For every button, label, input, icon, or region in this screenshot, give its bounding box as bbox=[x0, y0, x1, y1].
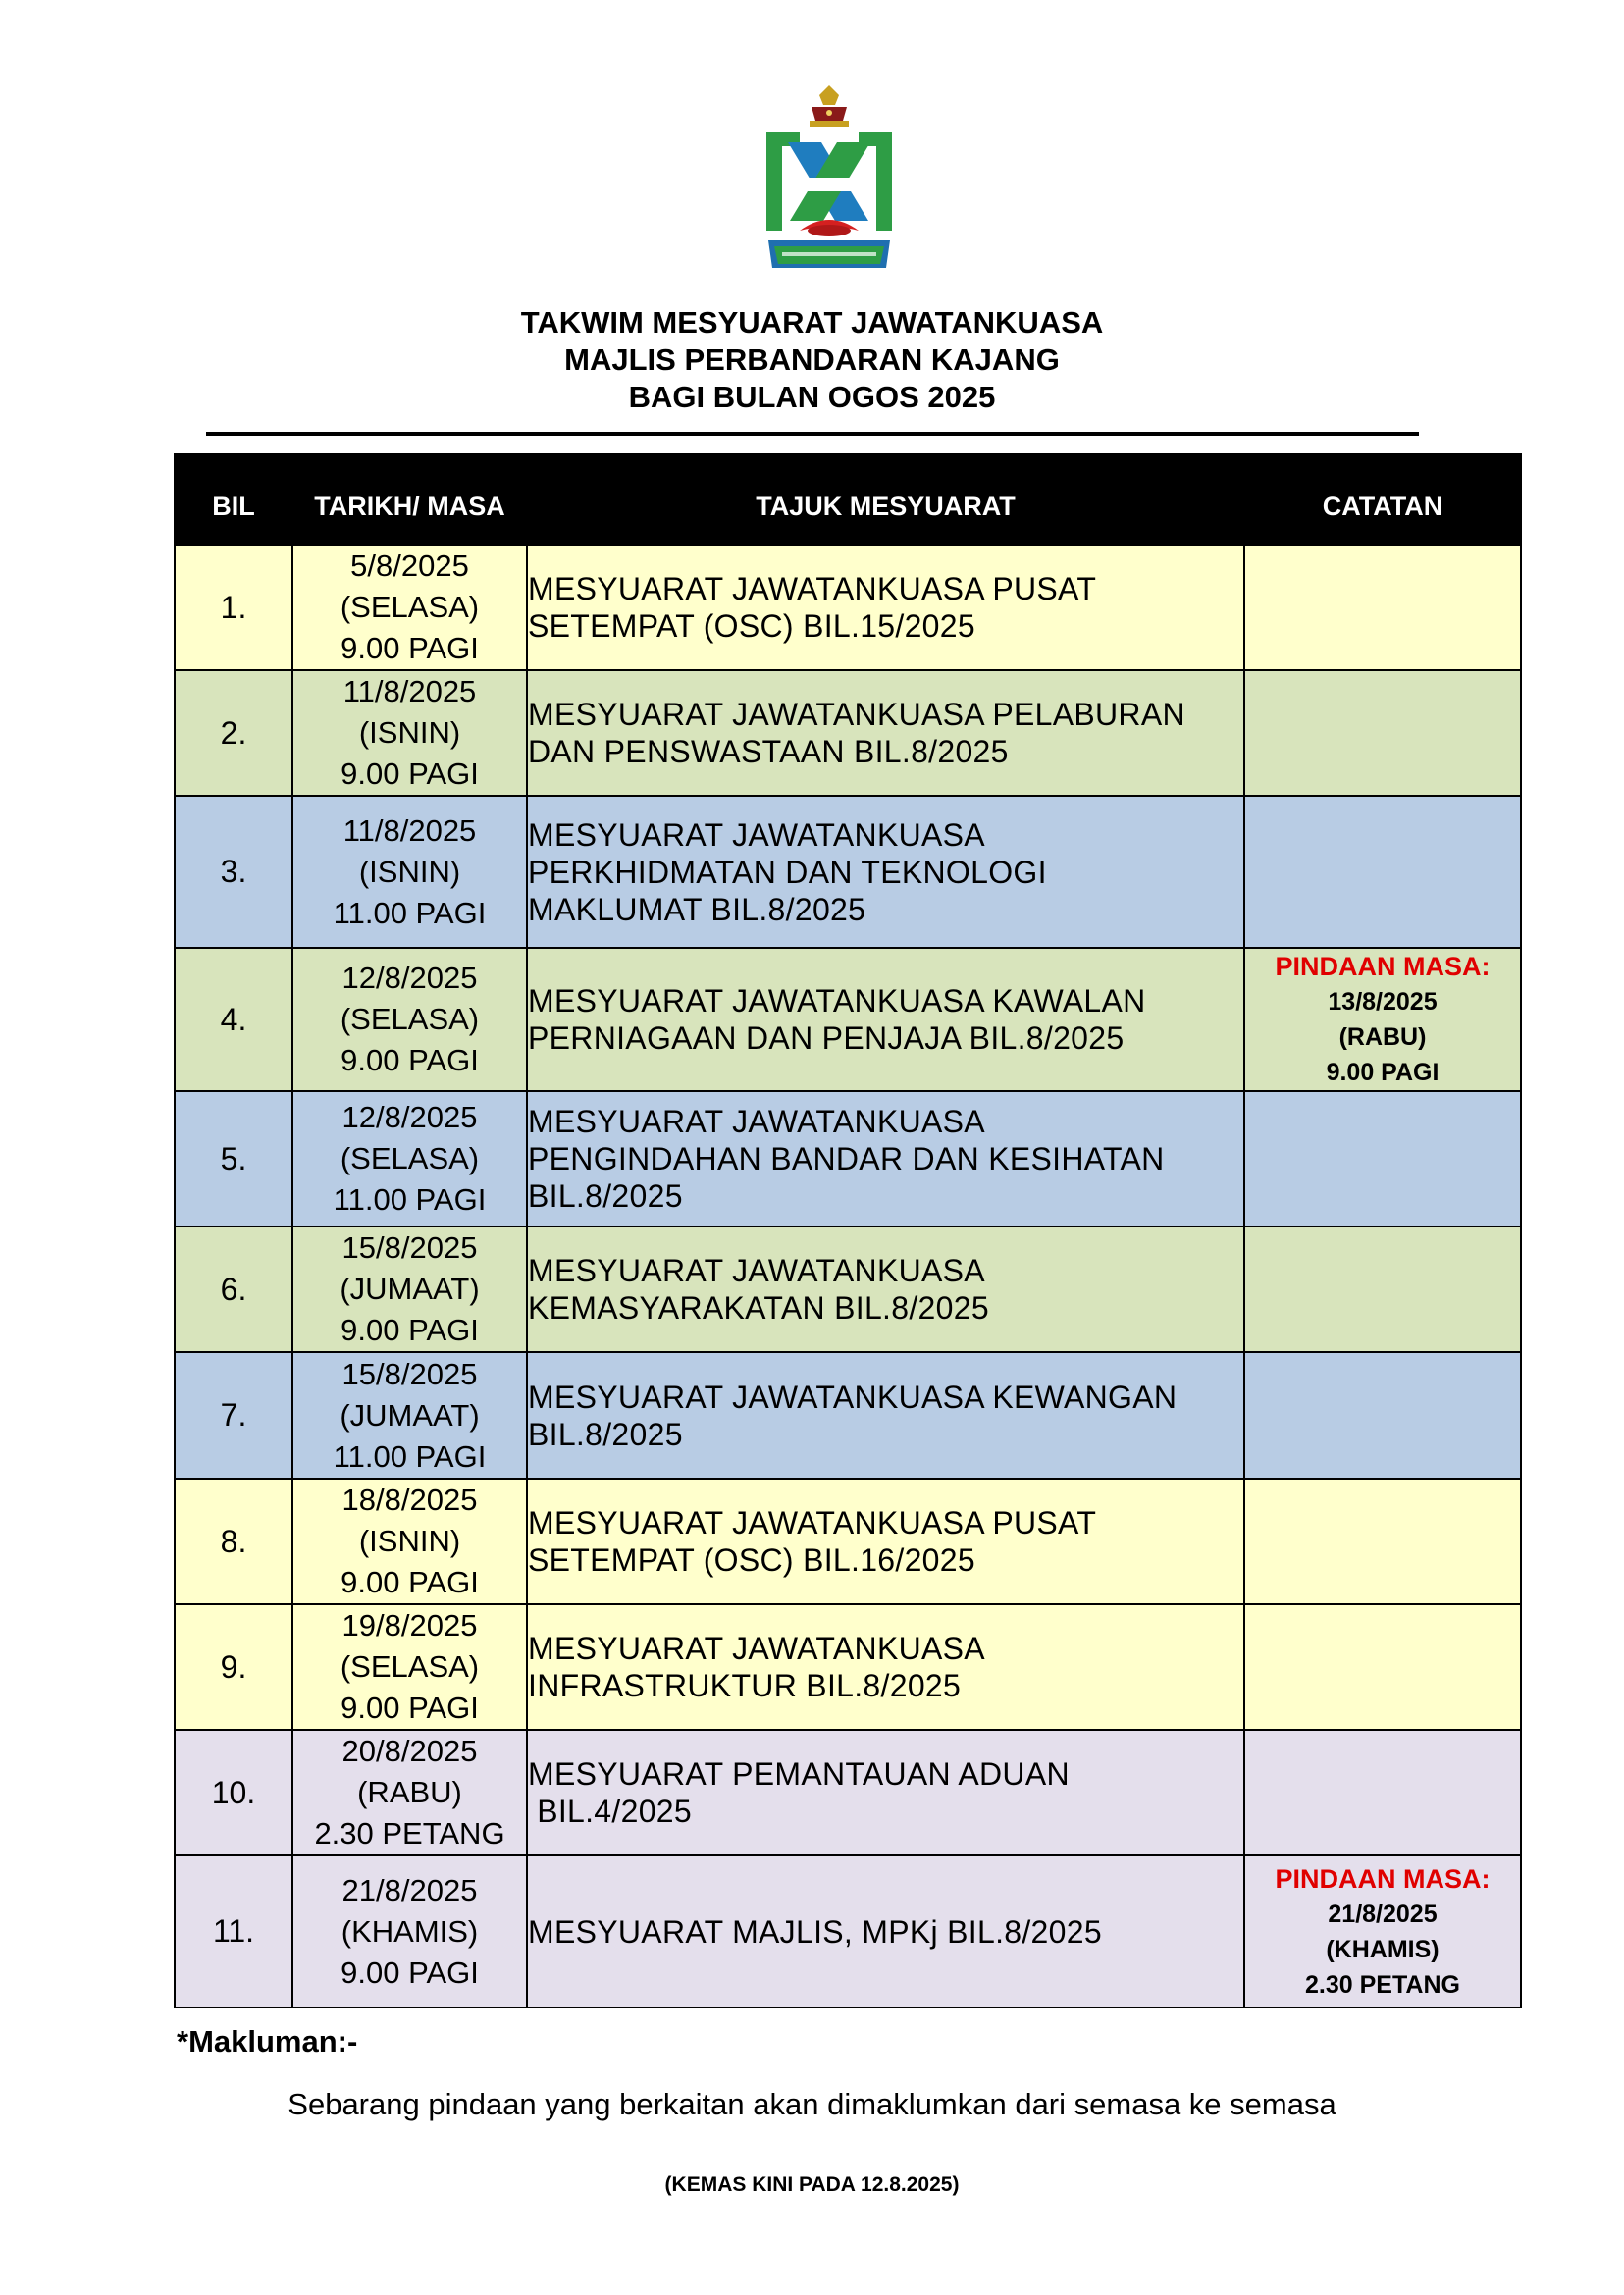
row-time: 9.00 PAGI bbox=[341, 1313, 479, 1347]
table-row bbox=[175, 948, 1521, 1091]
row-time: 9.00 PAGI bbox=[341, 1691, 479, 1725]
row-date-time bbox=[292, 1226, 527, 1352]
row-meeting-title bbox=[527, 1604, 1244, 1730]
row-meeting-title bbox=[527, 1352, 1244, 1479]
row-title-line-1: MESYUARAT JAWATANKUASA PUSAT bbox=[528, 1505, 1097, 1540]
row-note bbox=[1244, 670, 1521, 796]
makluman-label: *Makluman:- bbox=[177, 2024, 358, 2059]
row-number: 4. bbox=[175, 948, 292, 1091]
row-meeting-title bbox=[527, 670, 1244, 796]
table-row bbox=[175, 1604, 1521, 1730]
row-day: (ISNIN) bbox=[358, 715, 461, 750]
row-day: (KHAMIS) bbox=[341, 1913, 479, 1949]
row-date: 15/8/2025 bbox=[341, 1356, 478, 1391]
table-row bbox=[175, 1479, 1521, 1604]
row-date-time bbox=[292, 1730, 527, 1855]
row-meeting-title bbox=[527, 1730, 1244, 1855]
row-title-line-3: BIL.8/2025 bbox=[528, 1178, 683, 1214]
row-title-line-2: DAN PENSWASTAAN BIL.8/2025 bbox=[528, 734, 1009, 769]
row-title-line-3: MAKLUMAT BIL.8/2025 bbox=[528, 891, 866, 927]
row-day: (JUMAAT) bbox=[340, 1397, 480, 1433]
row-date-time bbox=[292, 1604, 527, 1730]
row-date: 15/8/2025 bbox=[341, 1230, 478, 1265]
table-row bbox=[175, 796, 1521, 948]
note-time: 9.00 PAGI bbox=[1326, 1059, 1440, 1086]
row-note bbox=[1244, 545, 1521, 670]
row-meeting-title bbox=[527, 1226, 1244, 1352]
row-title-line-2: PERNIAGAAN DAN PENJAJA BIL.8/2025 bbox=[528, 1020, 1125, 1056]
row-date: 11/8/2025 bbox=[342, 812, 477, 848]
note-date: 21/8/2025 bbox=[1328, 1900, 1438, 1928]
row-title-line-2: SETEMPAT (OSC) BIL.15/2025 bbox=[528, 608, 975, 644]
row-day: (SELASA) bbox=[340, 590, 480, 624]
row-time: 11.00 PAGI bbox=[333, 1438, 487, 1474]
row-time: 11.00 PAGI bbox=[333, 1182, 487, 1217]
row-date: 5/8/2025 bbox=[350, 548, 469, 583]
row-number: 7. bbox=[175, 1352, 292, 1479]
row-note bbox=[1244, 1855, 1521, 2008]
row-title-line-1: MESYUARAT JAWATANKUASA PUSAT bbox=[528, 571, 1097, 606]
row-title-line-1: MESYUARAT MAJLIS, MPKj BIL.8/2025 bbox=[528, 1913, 1102, 1950]
title-line-1: TAKWIM MESYUARAT JAWATANKUASA bbox=[520, 305, 1104, 339]
row-title-line-1: MESYUARAT JAWATANKUASA KAWALAN bbox=[528, 983, 1146, 1018]
mpkj-logo bbox=[760, 83, 898, 289]
row-day: (SELASA) bbox=[340, 1002, 480, 1036]
row-title-line-1: MESYUARAT JAWATANKUASA PELABURAN bbox=[528, 697, 1185, 732]
row-title-line-1: MESYUARAT JAWATANKUASA bbox=[528, 1104, 985, 1139]
row-note bbox=[1244, 948, 1521, 1091]
header-catatan: CATATAN bbox=[1244, 454, 1521, 545]
row-date: 19/8/2025 bbox=[341, 1608, 478, 1643]
row-number: 9. bbox=[175, 1604, 292, 1730]
row-day: (SELASA) bbox=[340, 1649, 480, 1684]
row-number: 10. bbox=[175, 1730, 292, 1855]
row-note bbox=[1244, 1730, 1521, 1855]
header-tarikh-masa: TARIKH/ MASA bbox=[292, 454, 527, 545]
makluman-text: Sebarang pindaan yang berkaitan akan dimaklumkan dari semasa ke semasa bbox=[288, 2087, 1336, 2121]
row-note bbox=[1244, 1226, 1521, 1352]
note-day: (KHAMIS) bbox=[1326, 1935, 1440, 1963]
row-number: 2. bbox=[175, 670, 292, 796]
row-note bbox=[1244, 796, 1521, 948]
meeting-schedule-table bbox=[174, 453, 1522, 2008]
table-header-row bbox=[175, 454, 1521, 545]
table-row bbox=[175, 1226, 1521, 1352]
row-title-line-2: KEMASYARAKATAN BIL.8/2025 bbox=[528, 1290, 989, 1326]
note-amendment-label: PINDAAN MASA: bbox=[1275, 952, 1491, 981]
row-date-time bbox=[292, 796, 527, 948]
row-title-line-1: MESYUARAT JAWATANKUASA bbox=[528, 1253, 985, 1288]
row-time: 11.00 PAGI bbox=[333, 895, 487, 930]
row-date: 11/8/2025 bbox=[342, 674, 477, 708]
row-note bbox=[1244, 1604, 1521, 1730]
row-meeting-title bbox=[527, 545, 1244, 670]
row-date: 12/8/2025 bbox=[341, 1100, 478, 1134]
title-line-2: MAJLIS PERBANDARAN KAJANG bbox=[564, 342, 1060, 377]
row-title-line-1: MESYUARAT JAWATANKUASA bbox=[528, 816, 985, 853]
row-note bbox=[1244, 1352, 1521, 1479]
row-note bbox=[1244, 1479, 1521, 1604]
row-meeting-title bbox=[527, 948, 1244, 1091]
row-time: 9.00 PAGI bbox=[341, 1565, 479, 1599]
table-row bbox=[175, 670, 1521, 796]
row-note bbox=[1244, 1091, 1521, 1226]
table-row bbox=[175, 1091, 1521, 1226]
row-number: 8. bbox=[175, 1479, 292, 1604]
row-title-line-2: BIL.8/2025 bbox=[528, 1416, 683, 1452]
row-title-line-2: PERKHIDMATAN DAN TEKNOLOGI bbox=[528, 854, 1047, 890]
row-date: 18/8/2025 bbox=[341, 1483, 478, 1517]
row-date-time bbox=[292, 545, 527, 670]
row-meeting-title bbox=[527, 796, 1244, 948]
row-date-time bbox=[292, 670, 527, 796]
row-day: (JUMAAT) bbox=[340, 1272, 480, 1306]
row-date: 21/8/2025 bbox=[341, 1872, 478, 1907]
row-date: 20/8/2025 bbox=[341, 1734, 478, 1768]
row-title-line-1: MESYUARAT JAWATANKUASA bbox=[528, 1631, 985, 1666]
table-row bbox=[175, 1855, 1521, 2008]
note-time: 2.30 PETANG bbox=[1305, 1970, 1460, 1999]
row-time: 9.00 PAGI bbox=[341, 756, 479, 791]
note-amendment-label: PINDAAN MASA: bbox=[1275, 1863, 1491, 1894]
row-title-line-1: MESYUARAT JAWATANKUASA KEWANGAN bbox=[528, 1379, 1178, 1415]
row-day: (ISNIN) bbox=[358, 1524, 461, 1558]
row-time: 9.00 PAGI bbox=[341, 1043, 479, 1077]
row-date-time bbox=[292, 1855, 527, 2008]
title-line-3: BAGI BULAN OGOS 2025 bbox=[628, 380, 996, 414]
header-tajuk-mesyuarat: TAJUK MESYUARAT bbox=[527, 454, 1244, 545]
row-title-line-1: MESYUARAT PEMANTAUAN ADUAN bbox=[528, 1756, 1070, 1792]
note-date: 13/8/2025 bbox=[1328, 988, 1438, 1016]
row-title-line-2: INFRASTRUKTUR BIL.8/2025 bbox=[528, 1668, 962, 1703]
row-day: (ISNIN) bbox=[358, 854, 461, 889]
row-number: 5. bbox=[175, 1091, 292, 1226]
row-title-line-2: PENGINDAHAN BANDAR DAN KESIHATAN bbox=[528, 1141, 1165, 1176]
table-row bbox=[175, 1730, 1521, 1855]
updated-note: (KEMAS KINI PADA 12.8.2025) bbox=[664, 2173, 960, 2196]
row-day: (SELASA) bbox=[340, 1141, 480, 1175]
title-underline bbox=[206, 432, 1419, 436]
row-date: 12/8/2025 bbox=[341, 961, 478, 995]
row-number: 6. bbox=[175, 1226, 292, 1352]
row-date-time bbox=[292, 1091, 527, 1226]
row-time: 2.30 PETANG bbox=[314, 1816, 505, 1851]
note-day: (RABU) bbox=[1338, 1023, 1427, 1051]
row-number: 1. bbox=[175, 545, 292, 670]
row-meeting-title bbox=[527, 1091, 1244, 1226]
row-title-line-2: SETEMPAT (OSC) BIL.16/2025 bbox=[528, 1542, 975, 1578]
row-day: (RABU) bbox=[357, 1775, 462, 1809]
row-date-time bbox=[292, 1352, 527, 1479]
row-meeting-title bbox=[527, 1479, 1244, 1604]
header-bil: BIL bbox=[175, 454, 292, 545]
row-number: 3. bbox=[175, 796, 292, 948]
row-time: 9.00 PAGI bbox=[341, 631, 479, 665]
table-row bbox=[175, 545, 1521, 670]
table-row bbox=[175, 1352, 1521, 1479]
row-date-time bbox=[292, 1479, 527, 1604]
row-time: 9.00 PAGI bbox=[341, 1955, 479, 1990]
crown-icon bbox=[810, 85, 849, 127]
row-title-line-2: BIL.4/2025 bbox=[528, 1794, 692, 1829]
row-meeting-title bbox=[527, 1855, 1244, 2008]
row-number: 11. bbox=[175, 1855, 292, 2008]
row-date-time bbox=[292, 948, 527, 1091]
